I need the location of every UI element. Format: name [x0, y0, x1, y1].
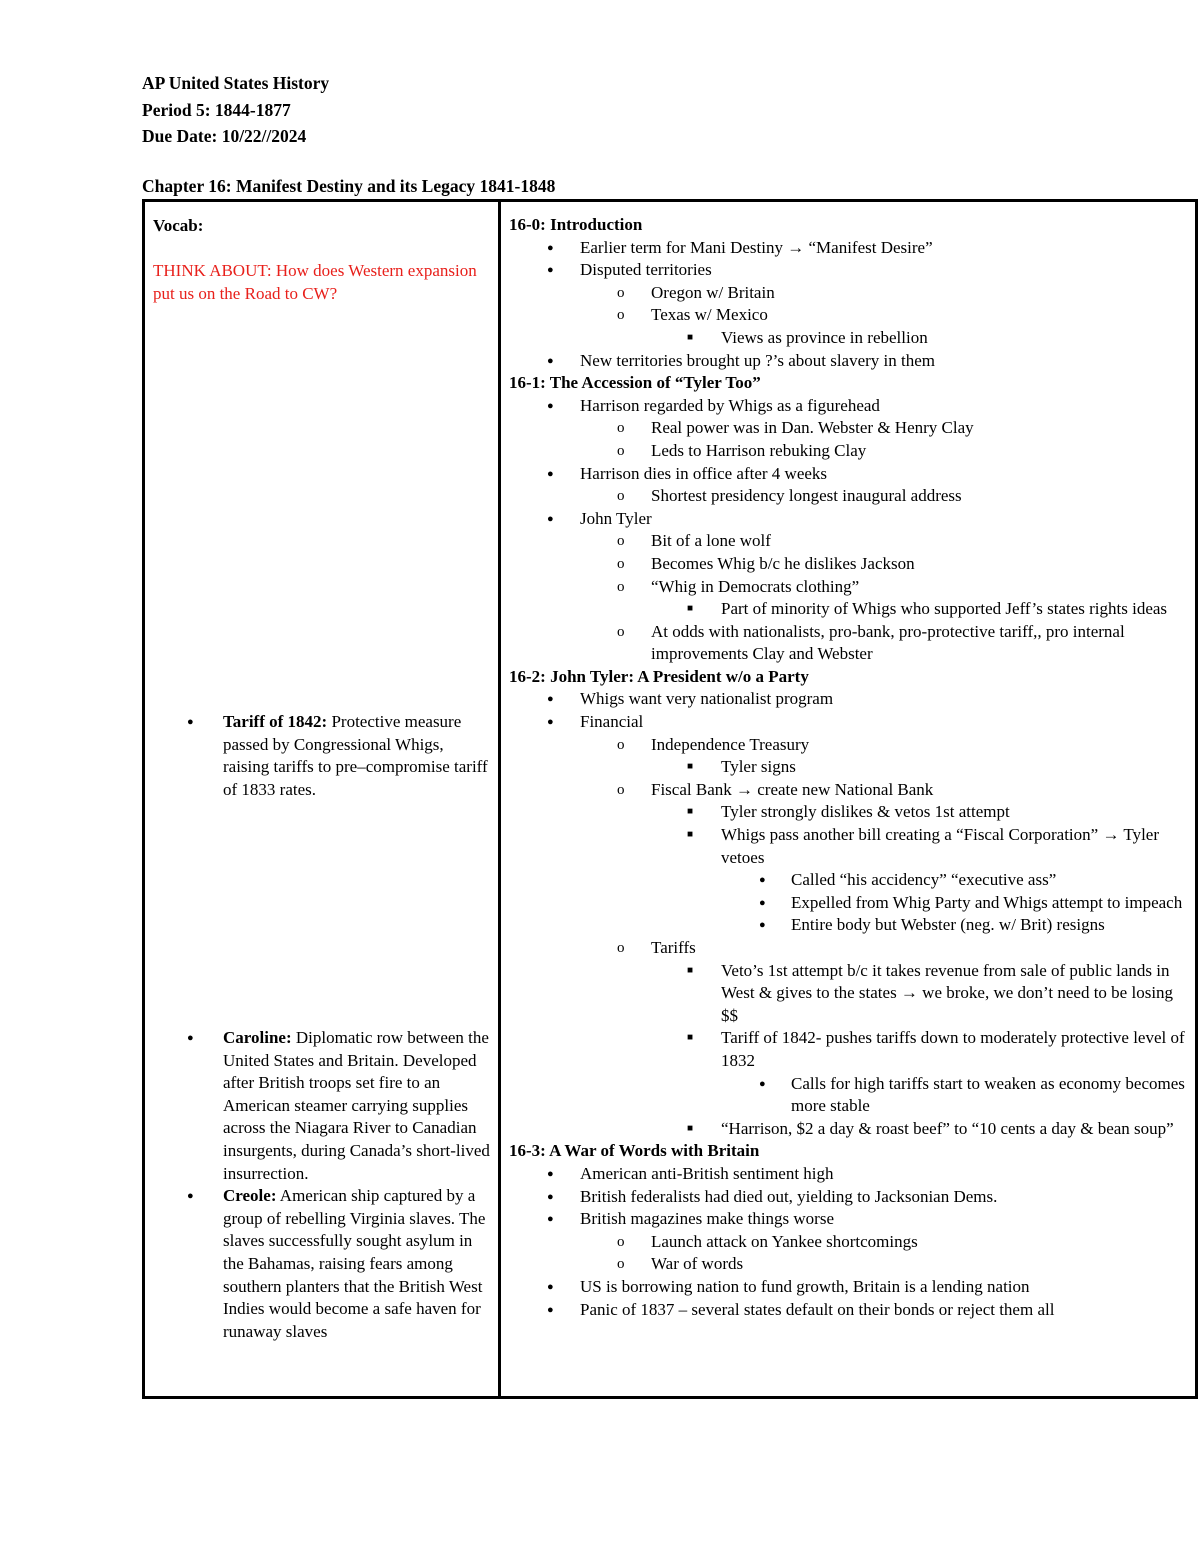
chapter-title: Chapter 16: Manifest Destiny and its Legacy 1841-1848 [142, 176, 556, 196]
outline-item: ■ Views as province in rebellion [509, 327, 1187, 350]
vocab-definition: Diplomatic row between the United States and Britain. Developed after British troops set fire to an American steamer carrying supplies across the Niagara River to Canadian insurgents, during Canada’s short-lived insurrection. [223, 1028, 490, 1183]
outline-item: o At odds with nationalists, pro-bank, pro-protective tariff,, pro internal improvements Clay and Webster [509, 621, 1187, 666]
outline-item: ● Disputed territories [509, 259, 1187, 282]
outline-item: o Bit of a lone wolf [509, 530, 1187, 553]
outline-item: ■ Tyler strongly dislikes & vetos 1st attempt [509, 801, 1187, 824]
vocab-term: Caroline: [223, 1028, 292, 1047]
outline-column [501, 202, 1195, 1396]
section-heading: 16-3: A War of Words with Britain [509, 1141, 760, 1161]
vocab-item [145, 1185, 501, 1343]
outline-item: o Texas w/ Mexico [509, 304, 1187, 327]
period-line: Period 5: 1844-1877 [142, 99, 291, 120]
outline-item: o Fiscal Bank → create new National Bank [509, 779, 1187, 802]
outline-item: o Independence Treasury [509, 734, 1187, 757]
outline-item: ● British magazines make things worse [509, 1208, 1187, 1231]
vocab-definition: Protective measure passed by Congressional Whigs, raising tariffs to pre–compromise tariff of 1833 rates. [223, 712, 488, 799]
outline-item: ■ Tariff of 1842- pushes tariffs down to moderately protective level of 1832 [509, 1027, 1187, 1072]
outline-item: ● Harrison regarded by Whigs as a figurehead [509, 395, 1187, 418]
chapter-outline [509, 214, 1187, 1321]
outline-item: ● Entire body but Webster (neg. w/ Brit) resigns [509, 914, 1187, 937]
outline-item: ■ Whigs pass another bill creating a “Fiscal Corporation” → Tyler vetoes [509, 824, 1187, 869]
outline-item: o Launch attack on Yankee shortcomings [509, 1231, 1187, 1254]
notes-table [142, 199, 1198, 1399]
outline-item: o “Whig in Democrats clothing” [509, 576, 1187, 599]
outline-item: o War of words [509, 1253, 1187, 1276]
due-date: Due Date: 10/22//2024 [142, 126, 307, 146]
outline-item: ● John Tyler [509, 508, 1187, 531]
vocab-item [145, 1027, 501, 1185]
outline-item: o Oregon w/ Britain [509, 282, 1187, 305]
vocab-column [145, 202, 501, 1396]
outline-item: o Tariffs [509, 937, 1187, 960]
outline-item: ● US is borrowing nation to fund growth, Britain is a lending nation [509, 1276, 1187, 1299]
outline-item: ● New territories brought up ?’s about slavery in them [509, 350, 1187, 373]
outline-item: ■ Tyler signs [509, 756, 1187, 779]
outline-item: ■ Part of minority of Whigs who supported Jeff’s states rights ideas [509, 598, 1187, 621]
outline-item: ● Whigs want very nationalist program [509, 688, 1187, 711]
vocab-item [145, 711, 501, 801]
outline-item: ■ Veto’s 1st attempt b/c it takes revenue from sale of public lands in West & gives to the states → we broke, we don’t need to be losing $$ [509, 960, 1187, 1028]
think-about-prompt: THINK ABOUT: How does Western expansion put us on the Road to CW? [153, 261, 477, 303]
outline-item: o Shortest presidency longest inaugural address [509, 485, 1187, 508]
vocab-term: Tariff of 1842: [223, 712, 328, 731]
vocab-label: Vocab: [153, 216, 204, 235]
vocab-term: Creole: [223, 1186, 277, 1206]
section-heading: 16-2: John Tyler: A President w/o a Party [509, 666, 809, 686]
outline-item: ● Expelled from Whig Party and Whigs attempt to impeach [509, 892, 1187, 915]
vocab-list-tariff [145, 711, 501, 801]
outline-item: ● American anti-British sentiment high [509, 1163, 1187, 1186]
outline-item: o Leds to Harrison rebuking Clay [509, 440, 1187, 463]
outline-item: ● Earlier term for Mani Destiny → “Manifest Desire” [509, 237, 1187, 260]
document-header [142, 70, 329, 150]
outline-item: ● Financial [509, 711, 1187, 734]
outline-item: ● Harrison dies in office after 4 weeks [509, 463, 1187, 486]
outline-item: ■ “Harrison, $2 a day & roast beef” to “10 cents a day & bean soup” [509, 1118, 1187, 1141]
outline-item: ● Called “his accidency” “executive ass” [509, 869, 1187, 892]
outline-item: ● British federalists had died out, yielding to Jacksonian Dems. [509, 1186, 1187, 1209]
vocab-list-caroline-creole [145, 1027, 501, 1343]
section-heading: 16-0: Introduction [509, 215, 643, 234]
section-heading: 16-1: The Accession of “Tyler Too” [509, 373, 761, 393]
outline-item: ● Panic of 1837 – several states default on their bonds or reject them all [509, 1299, 1187, 1322]
outline-item: o Becomes Whig b/c he dislikes Jackson [509, 553, 1187, 576]
outline-item: ● Calls for high tariffs start to weaken as economy becomes more stable [509, 1073, 1187, 1118]
outline-item: o Real power was in Dan. Webster & Henry Clay [509, 417, 1187, 440]
course-title: AP United States History [142, 73, 330, 93]
vocab-definition: American ship captured by a group of rebelling Virginia slaves. The slaves successfully sought asylum in the Bahamas, raising fears among southern planters that the British West Indies would become a safe haven for runaway slaves [223, 1186, 486, 1341]
